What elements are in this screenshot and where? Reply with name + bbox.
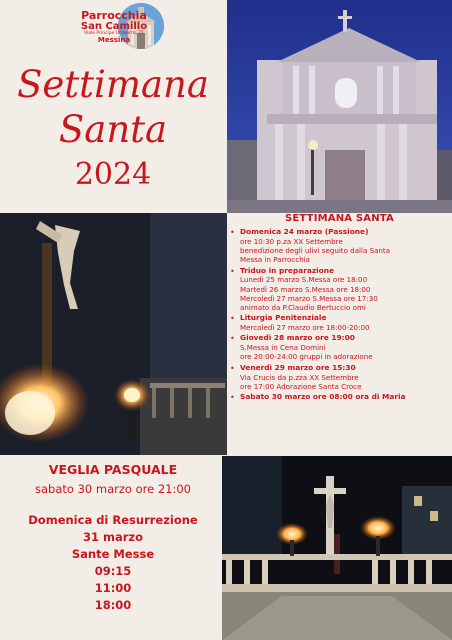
- schedule-item: [230, 314, 452, 332]
- domenica-section: [0, 512, 226, 614]
- schedule-item-head: Triduo in preparazione: [240, 265, 335, 275]
- schedule-item: [230, 228, 452, 265]
- schedule-item-line: Mercoledì 27 marzo ore 18:00-20:00: [240, 323, 370, 333]
- veglia-section: [0, 462, 226, 496]
- domenica-date: 31 marzo: [82, 530, 143, 545]
- schedule-item-line: ore 10:30 p.za XX Settembre: [240, 236, 343, 246]
- schedule-item-line: Via Crucis da p.zza XX Settembre: [240, 372, 359, 382]
- schedule-item: [230, 393, 452, 402]
- title-year: 2024: [74, 157, 152, 192]
- schedule-item: [230, 364, 452, 391]
- domenica-title: Domenica di Resurrezione: [28, 513, 198, 527]
- veglia-title: VEGLIA PASQUALE: [48, 462, 178, 477]
- schedule-item-line: Mercoledì 27 marzo S.Messa ore 17:30: [240, 293, 378, 303]
- bullet-icon: •: [230, 363, 235, 373]
- schedule-item-line: ore 20:00-24:00 gruppi in adorazione: [240, 352, 373, 362]
- title-line1: Settimana: [17, 63, 209, 106]
- schedule-item-head: Giovedì 28 marzo ore 19:00: [240, 333, 355, 343]
- logo-line2: San Camillo: [80, 20, 148, 32]
- veglia-time: sabato 30 marzo ore 21:00: [35, 482, 191, 496]
- schedule-item-head: Domenica 24 marzo (Passione): [240, 227, 369, 236]
- schedule-item: [230, 267, 452, 313]
- schedule-item-line: ore 17:00 Adorazione Santa Croce: [240, 381, 362, 391]
- domenica-masses-label: Sante Messe: [71, 547, 155, 562]
- schedule-panel: [227, 213, 452, 455]
- poster-title: [0, 63, 226, 192]
- logo-line4: Messina: [97, 35, 131, 44]
- cross-balcony-photo: [222, 456, 452, 640]
- logo-text: [59, 10, 169, 44]
- bullet-icon: •: [230, 228, 235, 237]
- logo-line3: Viale Principe Umberto, 71: [83, 31, 145, 37]
- church-facade-photo: [227, 0, 452, 213]
- schedule-item-line: Messa in Parrocchia: [240, 255, 311, 265]
- schedule-item-head: Venerdì 29 marzo ore 15:30: [240, 362, 356, 372]
- bullet-icon: •: [230, 393, 235, 402]
- schedule-item-head: Sabato 30 marzo ore 08:00 ora di Maria: [240, 392, 406, 401]
- schedule-heading: SETTIMANA SANTA: [284, 213, 394, 224]
- schedule-item-line: Lunedì 25 marzo S.Messa ore 18:00: [240, 275, 368, 285]
- schedule-item: [230, 334, 452, 361]
- logo-line1: Parrocchia: [81, 9, 147, 22]
- mass-time: 09:15: [94, 564, 132, 579]
- schedule-item-line: benedizione degli ulivi seguito dalla Santa: [240, 246, 391, 256]
- mass-time: 11:00: [94, 581, 132, 596]
- mass-time: 18:00: [94, 598, 132, 613]
- title-line2: Santa: [58, 108, 168, 151]
- bullet-icon: •: [230, 266, 235, 276]
- schedule-item-line: S.Messa in Cena Domini: [240, 343, 326, 353]
- schedule-list: [227, 228, 452, 402]
- schedule-item-head: Liturgia Penitenziale: [240, 313, 327, 323]
- bullet-icon: •: [230, 314, 235, 324]
- bullet-icon: •: [230, 334, 235, 344]
- schedule-item-line: animato da P.Claudio Bertuccio omi: [240, 303, 366, 313]
- schedule-item-line: Martedì 26 marzo S.Messa ore 18:00: [240, 284, 371, 294]
- crucifix-torch-photo: [0, 213, 227, 455]
